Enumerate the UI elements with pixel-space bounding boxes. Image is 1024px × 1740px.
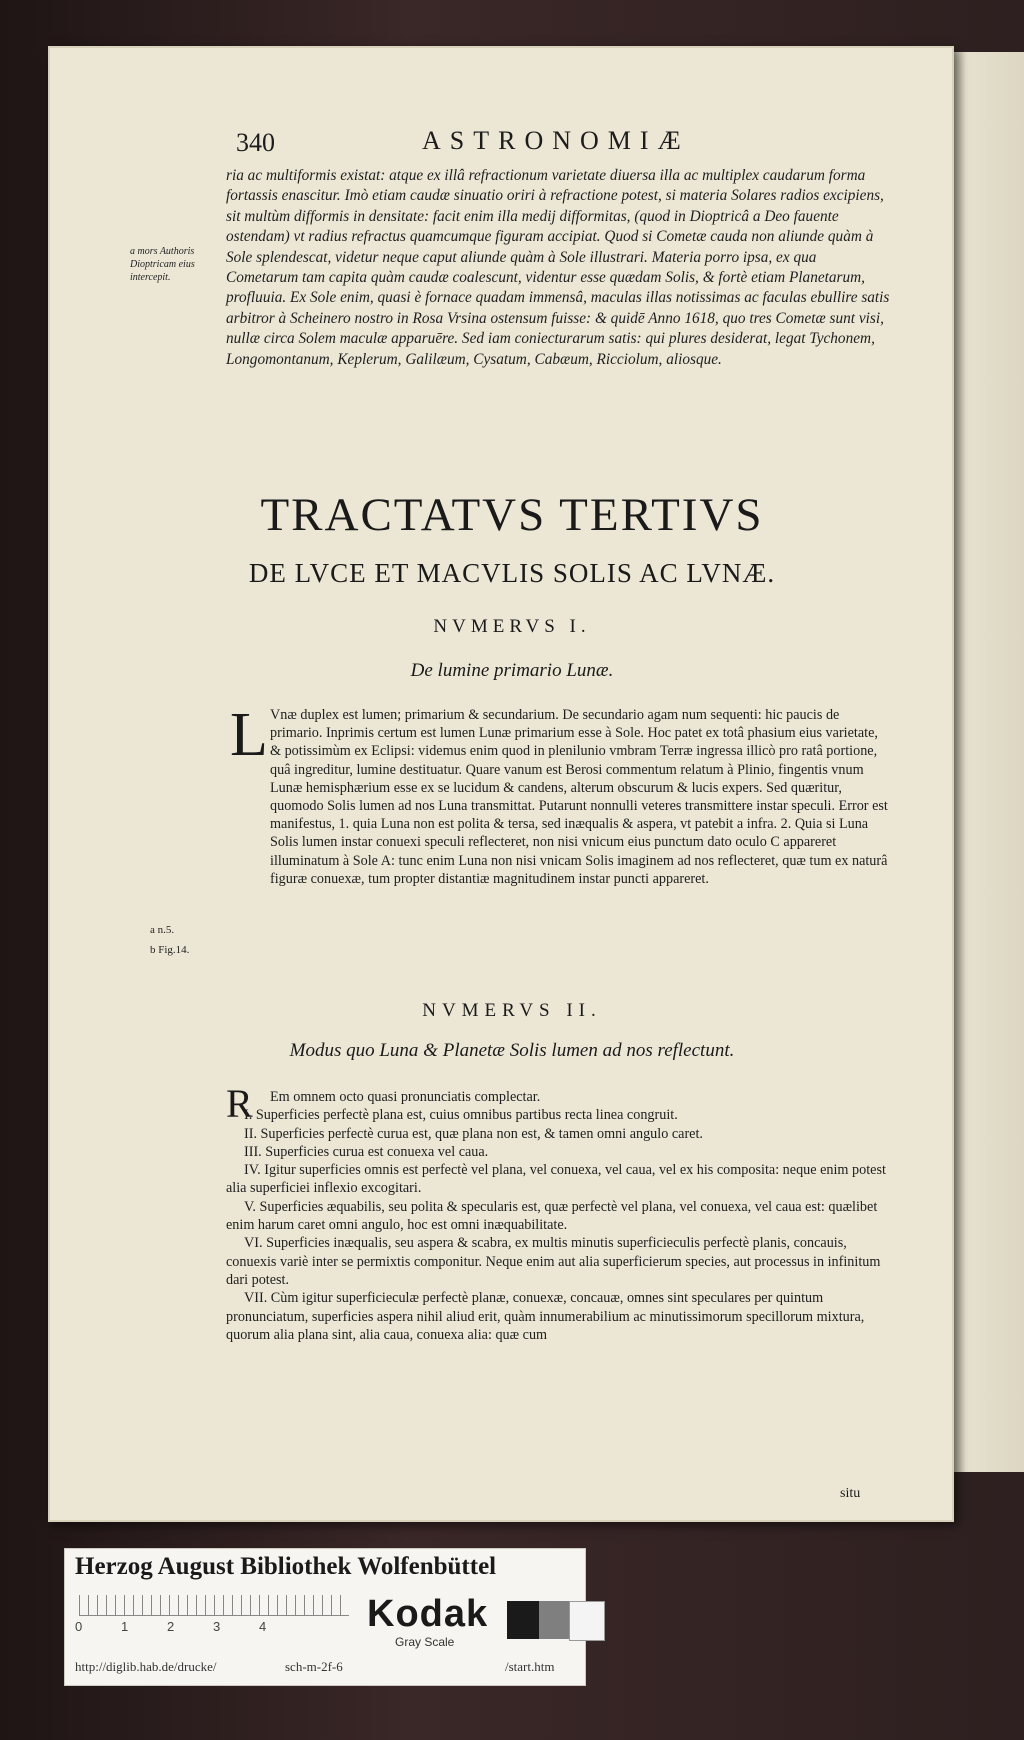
ruler-number: 3 <box>213 1619 221 1634</box>
section-2-paragraph: Em omnem octo quasi pronunciatis complectar. <box>270 1089 541 1105</box>
kodak-logo: Kodak <box>367 1593 489 1635</box>
margin-note-dioptrics: a mors Authoris Dioptricam eius intercepit. <box>130 246 195 283</box>
library-name: Herzog August Bibliothek Wolfenbüttel <box>75 1553 497 1580</box>
ruler-number: 0 <box>75 1619 83 1634</box>
section-2-paragraph: I. Superficies perfectè plana est, cuius omnibus partibus recta linea congruit. <box>244 1107 678 1124</box>
section-2-paragraph: VII. Cùm igitur superficieculæ perfectè planæ, conuexæ, concauæ, omnes sint speculares per quintum pronunciatum, superficies aspera nihil aliud erit, quàm innumerabilium ac minutissimorum specillorum mixtura, quorum alia plana sint, alia caua, conuexa alia: quæ cum <box>226 1290 865 1343</box>
section-1-text <box>226 701 888 888</box>
ruler-number: 4 <box>259 1619 267 1634</box>
ruler-number: 1 <box>121 1619 129 1634</box>
catchword: situ <box>840 1486 861 1501</box>
section-2-text <box>226 1088 888 1344</box>
card-url: http://diglib.hab.de/drucke/ <box>75 1659 217 1674</box>
section-2-paragraph: V. Superficies æquabilis, seu polita & specularis est, quæ perfectè vel plana, vel conuexa, vel caua est: quælibet enim harum caret omni angulo, hoc est omni inæquabilitate. <box>226 1198 878 1234</box>
section-2-paragraph: IV. Igitur superficies omnis est perfectè vel plana, vel conuexa, vel caua, vel ex his composita: neque enim potest alia superficiei inflexio excogitari. <box>226 1162 886 1197</box>
section-2-paragraph: III. Superficies curua est conuexa vel caua. <box>244 1143 489 1160</box>
running-head: ASTRONOMIÆ <box>422 126 690 155</box>
section-2-number: NVMERVS II. <box>422 1000 602 1021</box>
library-color-card <box>64 1548 586 1686</box>
facing-page-edge <box>954 52 1024 1472</box>
ruler-numbers <box>75 1619 335 1634</box>
section-2-title: Modus quo Luna & Planetæ Solis lumen ad nos reflectunt. <box>289 1040 735 1061</box>
tractatus-title: TRACTATVS TERTIVS <box>260 489 764 541</box>
card-shelfmark: sch-m-2f-6 <box>285 1659 343 1674</box>
section-1-drop-cap: L <box>230 701 268 769</box>
page-header <box>236 122 936 158</box>
scale-ruler <box>79 1595 349 1616</box>
page-number: 340 <box>236 128 275 157</box>
intro-paragraph: ria ac multiformis existat: atque ex illâ refractionum varietate diuersa illa ac multiplex caudarum forma fortassis enascitur. Imò etiam caudæ sinuatio oriri à refractione potest, si materia Solares radios excipiens, sit multùm difformis in densitate: facit enim illa medij difformitas, (quod in Dioptricâ a Deo fauente ostendam) vt radius refractus quamcumque figuram accipiat. Quod si Cometæ cauda non aliunde quàm à Sole splendescat, videtur neque caput aliunde quàm à Sole illustrari. Materia porro ipsa, ex qua Cometarum tam capita quàm caudæ coalescunt, videntur esse quædam Solis, & fortè etiam Planetarum, profluuia. Ex Sole enim, quasi è fornace quadam immensâ, maculas illas notissimas ac faculas ebullire satis arbitror à Scheinero nostro in Rosa Vrsina ostensum fuisse: & quidē Anno 1618, quo tres Cometæ sunt visi, nullæ circa Solem maculæ apparuēre. Sed iam coniecturarum satis: qui plures desiderat, legat Tychonem, Longomontanum, Keplerum, Galilæum, Cysatum, Cabæum, Ricciolum, aliosque. <box>226 167 890 368</box>
gray-scale-caption: Gray Scale <box>395 1635 455 1649</box>
black-swatch <box>507 1601 539 1639</box>
card-start: /start.htm <box>505 1659 555 1674</box>
tractatus-subtitle: DE LVCE ET MACVLIS SOLIS AC LVNÆ. <box>248 558 776 588</box>
gray-swatch <box>539 1601 569 1639</box>
ruler-number: 2 <box>167 1619 175 1634</box>
section-2-drop-cap: R <box>226 1081 253 1126</box>
margin-ref-n5: a n.5. <box>150 924 175 936</box>
section-1-body: Vnæ duplex est lumen; primarium & secundarium. De secundario agam num sequenti: hic paucis de primario. Inprimis certum est lumen Lunæ primarium esse à Sole. Hoc patet ex totâ phasium eius varietate, & potissimùm ex Eclipsi: videmus enim quod in plenilunio vmbram Terræ ingressa illicò pro ratâ portione, quâ ingreditur, lumine destituatur. Quare vanum est Berosi commentum relatum à Plinio, fingentis vnum Lunæ hemisphærium esse ex se lucidum & candens, alterum obscurum & lucis expers. Sed quæritur, quomodo Solis lumen ad nos Luna transmittat. Putarunt nonnulli veteres transmittere instar speculi. Error est manifestus, 1. quia Luna non est polita & tersa, sed inæqualis & aspera, vt patebit a infra. 2. Quia si Luna Solis lumen instar conuexi speculi reflecteret, non nisi vnicum eius punctum dato oculo C appareret illuminatum à Sole A: tunc enim Luna non nisi vnicam Solis imaginem ad nos reflecteret, quæ tum ex naturâ figuræ conuexæ, tum propter distantiæ magnitudinem instar puncti appareret. <box>270 707 888 887</box>
section-2-paragraph: VI. Superficies inæqualis, seu aspera & scabra, ex multis minutis superficieculis perfectè planis, concauis, conuexis variè inter se permixtis componitur. Neque enim aut alia superficierum species, aut processus in infinitum dari potest. <box>226 1235 881 1288</box>
section-1-number: NVMERVS I. <box>433 616 591 637</box>
section-1-title: De lumine primario Lunæ. <box>410 660 614 681</box>
margin-note-refs <box>150 920 220 960</box>
white-swatch <box>569 1601 605 1641</box>
margin-ref-fig14: b Fig.14. <box>150 944 190 956</box>
section-2-paragraph: II. Superficies perfectè curua est, quæ plana non est, & tamen omni angulo caret. <box>244 1125 703 1142</box>
